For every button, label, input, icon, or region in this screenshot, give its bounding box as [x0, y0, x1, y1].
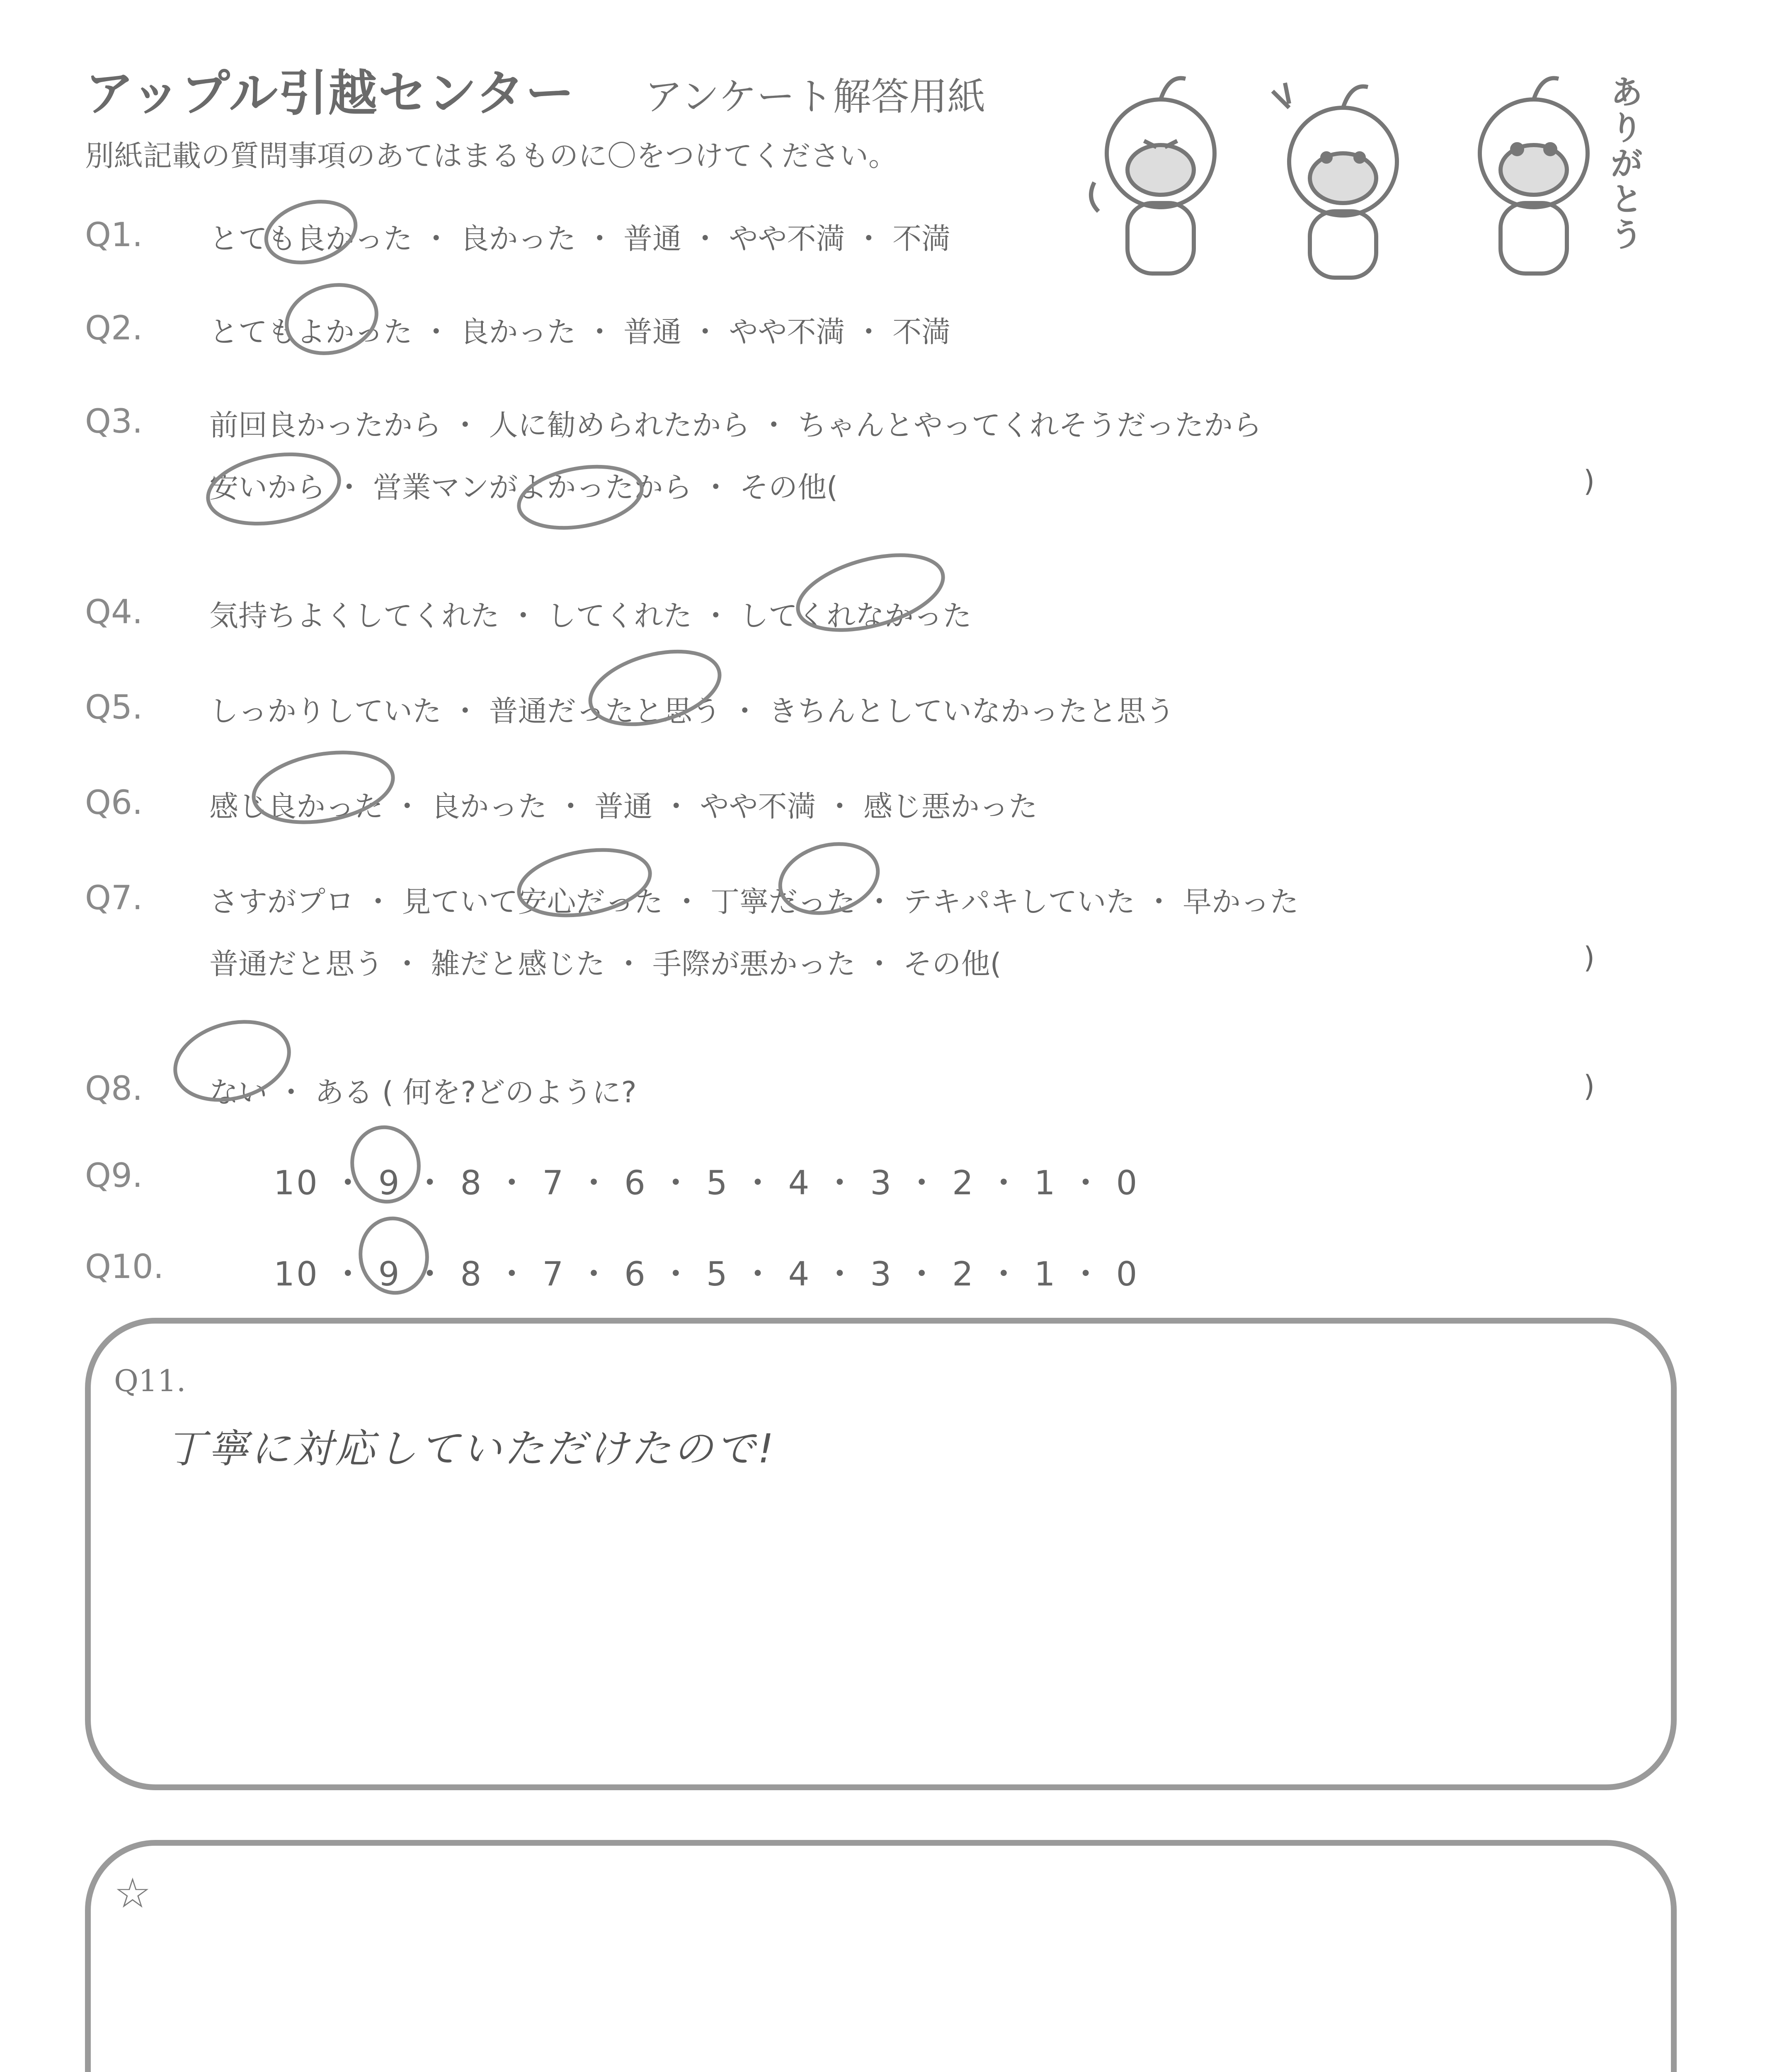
answer-option[interactable]: 人に勧められたから — [489, 408, 750, 442]
scale-separator: ・ — [729, 1164, 788, 1202]
circle-q3-sales — [514, 458, 647, 537]
option-separator: ・ — [412, 315, 460, 349]
answer-option[interactable]: 良かった — [431, 789, 547, 823]
scale-separator: ・ — [319, 1255, 378, 1293]
answer-option[interactable]: ちゃんとやってくれそうだったから — [798, 408, 1262, 442]
scale-value[interactable]: 0 — [1116, 1164, 1139, 1202]
answer-option[interactable]: 良かった — [460, 222, 576, 256]
option-separator: ・ — [325, 470, 373, 504]
answer-option[interactable]: 普通 — [594, 789, 653, 823]
q11-box — [85, 1318, 1677, 1790]
scale-value[interactable]: 0 — [1116, 1255, 1139, 1293]
option-separator: ・ — [576, 315, 624, 349]
form-subtitle: アンケート解答用紙 — [645, 75, 986, 119]
scale-value[interactable]: 6 — [624, 1255, 647, 1293]
scale-value[interactable]: 6 — [624, 1164, 647, 1202]
thanks-text: ありがとう — [1605, 75, 1643, 253]
scale-value[interactable]: 2 — [952, 1164, 975, 1202]
option-separator: ・ — [721, 694, 769, 728]
question-label: Q7. — [85, 879, 143, 917]
circle-q6 — [248, 743, 399, 833]
scale-value[interactable]: 4 — [788, 1255, 811, 1293]
scale-value[interactable]: 9 — [378, 1255, 401, 1293]
answer-option[interactable]: 前回良かったから — [209, 408, 441, 442]
option-separator: ・ — [856, 885, 903, 919]
scale-separator: ・ — [893, 1164, 953, 1202]
question-label: Q3. — [85, 402, 143, 441]
scale-separator: ・ — [729, 1255, 788, 1293]
answer-option[interactable]: とても良かった — [209, 222, 412, 256]
scale-value[interactable]: 7 — [542, 1255, 565, 1293]
close-paren: ) — [1583, 941, 1595, 975]
answer-option[interactable]: 普通だったと思う — [489, 694, 721, 728]
answer-option[interactable]: さすがプロ — [209, 885, 354, 919]
answer-option[interactable]: 気持ちよくしてくれた — [209, 599, 499, 633]
option-separator: ・ — [692, 470, 740, 504]
option-separator: ・ — [383, 947, 431, 981]
option-separator: ・ — [547, 789, 595, 823]
answer-option[interactable]: 普通だと思う — [209, 947, 383, 981]
scale-value[interactable]: 3 — [870, 1255, 893, 1293]
option-separator: ・ — [816, 789, 864, 823]
scale-value[interactable]: 8 — [460, 1164, 483, 1202]
option-separator: ・ — [412, 222, 460, 256]
option-separator: ・ — [845, 315, 893, 349]
answer-option[interactable]: 不満 — [892, 222, 951, 256]
circle-q9 — [347, 1122, 425, 1207]
scale-value[interactable]: 7 — [542, 1164, 565, 1202]
scale-value[interactable]: 3 — [870, 1164, 893, 1202]
question-label: Q2. — [85, 309, 143, 347]
answer-option[interactable]: ない — [209, 1075, 267, 1109]
scale-value[interactable]: 4 — [788, 1164, 811, 1202]
answer-option[interactable]: やや不満 — [729, 222, 845, 256]
option-separator: ・ — [652, 789, 700, 823]
instruction-text: 別紙記載の質問事項のあてはまるものに〇をつけてください。 — [85, 139, 897, 173]
scale-value[interactable]: 2 — [952, 1255, 975, 1293]
circle-q5 — [582, 639, 728, 737]
option-separator: ・ — [856, 947, 903, 981]
scale-separator: ・ — [893, 1255, 953, 1293]
scale-separator: ・ — [647, 1164, 706, 1202]
option-separator: ・ — [845, 222, 893, 256]
answer-option[interactable]: きちんとしていなかったと思う — [769, 694, 1175, 728]
answer-option[interactable]: その他( — [739, 470, 838, 504]
answer-option[interactable]: ある ( 何を?どのように? — [315, 1075, 637, 1109]
circle-q10 — [355, 1213, 433, 1298]
scale-label: Q10. — [85, 1247, 164, 1286]
scale-value[interactable]: 5 — [706, 1164, 729, 1202]
answer-option[interactable]: テキパキしていた — [903, 885, 1135, 919]
option-separator: ・ — [499, 599, 547, 633]
scale-separator: ・ — [811, 1164, 870, 1202]
option-separator: ・ — [750, 408, 798, 442]
circle-q2 — [279, 275, 384, 363]
answer-option[interactable]: 普通 — [623, 315, 682, 349]
scale-separator: ・ — [1057, 1164, 1116, 1202]
option-separator: ・ — [576, 222, 624, 256]
scale-separator: ・ — [975, 1164, 1034, 1202]
close-paren: ) — [1583, 464, 1595, 498]
circle-q3-cheap — [203, 445, 345, 533]
company-title: アップル引越センター — [85, 65, 575, 122]
answer-option[interactable]: 感じ悪かった — [863, 789, 1038, 823]
q11-label: Q11. — [114, 1363, 186, 1398]
scale-value[interactable]: 5 — [706, 1255, 729, 1293]
option-separator: ・ — [1135, 885, 1183, 919]
option-separator: ・ — [383, 789, 431, 823]
scale-separator: ・ — [565, 1255, 624, 1293]
scale-separator: ・ — [565, 1164, 624, 1202]
scale-separator: ・ — [401, 1255, 461, 1293]
star-box — [85, 1840, 1677, 2072]
answer-option[interactable]: とてもよかった — [209, 315, 412, 349]
option-separator: ・ — [681, 222, 729, 256]
scale-separator: ・ — [319, 1164, 378, 1202]
option-separator: ・ — [267, 1075, 315, 1109]
answer-option[interactable]: 早かった — [1183, 885, 1299, 919]
q11-answer: 丁寧に対応していただけたので! — [166, 1426, 776, 1472]
scale-value[interactable]: 10 — [274, 1164, 319, 1202]
circle-q7-safe — [514, 840, 655, 925]
scale-separator: ・ — [483, 1255, 543, 1293]
scale-value[interactable]: 1 — [1034, 1255, 1057, 1293]
answer-option[interactable]: 良かった — [460, 315, 576, 349]
answer-option[interactable]: 不満 — [892, 315, 951, 349]
scale-value[interactable]: 10 — [274, 1255, 319, 1293]
answer-option[interactable]: してくれた — [547, 599, 692, 633]
scale-separator: ・ — [975, 1255, 1034, 1293]
question-label: Q8. — [85, 1069, 143, 1108]
question-label: Q6. — [85, 783, 143, 822]
scale-separator: ・ — [401, 1164, 461, 1202]
circle-q4 — [790, 541, 951, 644]
question-label: Q5. — [85, 688, 143, 726]
option-separator: ・ — [663, 885, 711, 919]
question-label: Q4. — [85, 593, 143, 631]
scale-value[interactable]: 9 — [378, 1164, 401, 1202]
circle-q8 — [166, 1010, 298, 1112]
answer-option[interactable]: 雑だと感じた — [431, 947, 605, 981]
close-paren: ) — [1583, 1069, 1595, 1103]
star-label: ☆ — [114, 1869, 151, 1917]
option-separator: ・ — [441, 408, 489, 442]
answer-option[interactable]: 営業マンがよかったから — [373, 470, 692, 504]
answer-option[interactable]: 手際が悪かった — [652, 947, 856, 981]
scale-label: Q9. — [85, 1156, 143, 1195]
answer-option[interactable]: してくれなかった — [739, 599, 972, 633]
answer-option[interactable]: 安いから — [209, 470, 325, 504]
question-label: Q1. — [85, 215, 143, 254]
answer-option[interactable]: その他( — [903, 947, 1001, 981]
scale-separator: ・ — [483, 1164, 543, 1202]
option-separator: ・ — [605, 947, 653, 981]
circle-q1 — [259, 192, 363, 272]
option-separator: ・ — [692, 599, 740, 633]
scale-value[interactable]: 1 — [1034, 1164, 1057, 1202]
answer-option[interactable]: 感じ良かった — [209, 789, 383, 823]
answer-option[interactable]: 普通 — [623, 222, 682, 256]
scale-value[interactable]: 8 — [460, 1255, 483, 1293]
scale-separator: ・ — [647, 1255, 706, 1293]
option-separator: ・ — [354, 885, 402, 919]
scale-separator: ・ — [811, 1255, 870, 1293]
scale-separator: ・ — [1057, 1255, 1116, 1293]
circle-q7-polite — [772, 834, 885, 924]
answer-option[interactable]: 丁寧だった — [710, 885, 856, 919]
option-separator: ・ — [681, 315, 729, 349]
answer-option[interactable]: やや不満 — [700, 789, 816, 823]
answer-option[interactable]: しっかりしていた — [209, 694, 441, 728]
option-separator: ・ — [441, 694, 489, 728]
answer-option[interactable]: やや不満 — [729, 315, 845, 349]
answer-option[interactable]: 見ていて安心だった — [402, 885, 663, 919]
